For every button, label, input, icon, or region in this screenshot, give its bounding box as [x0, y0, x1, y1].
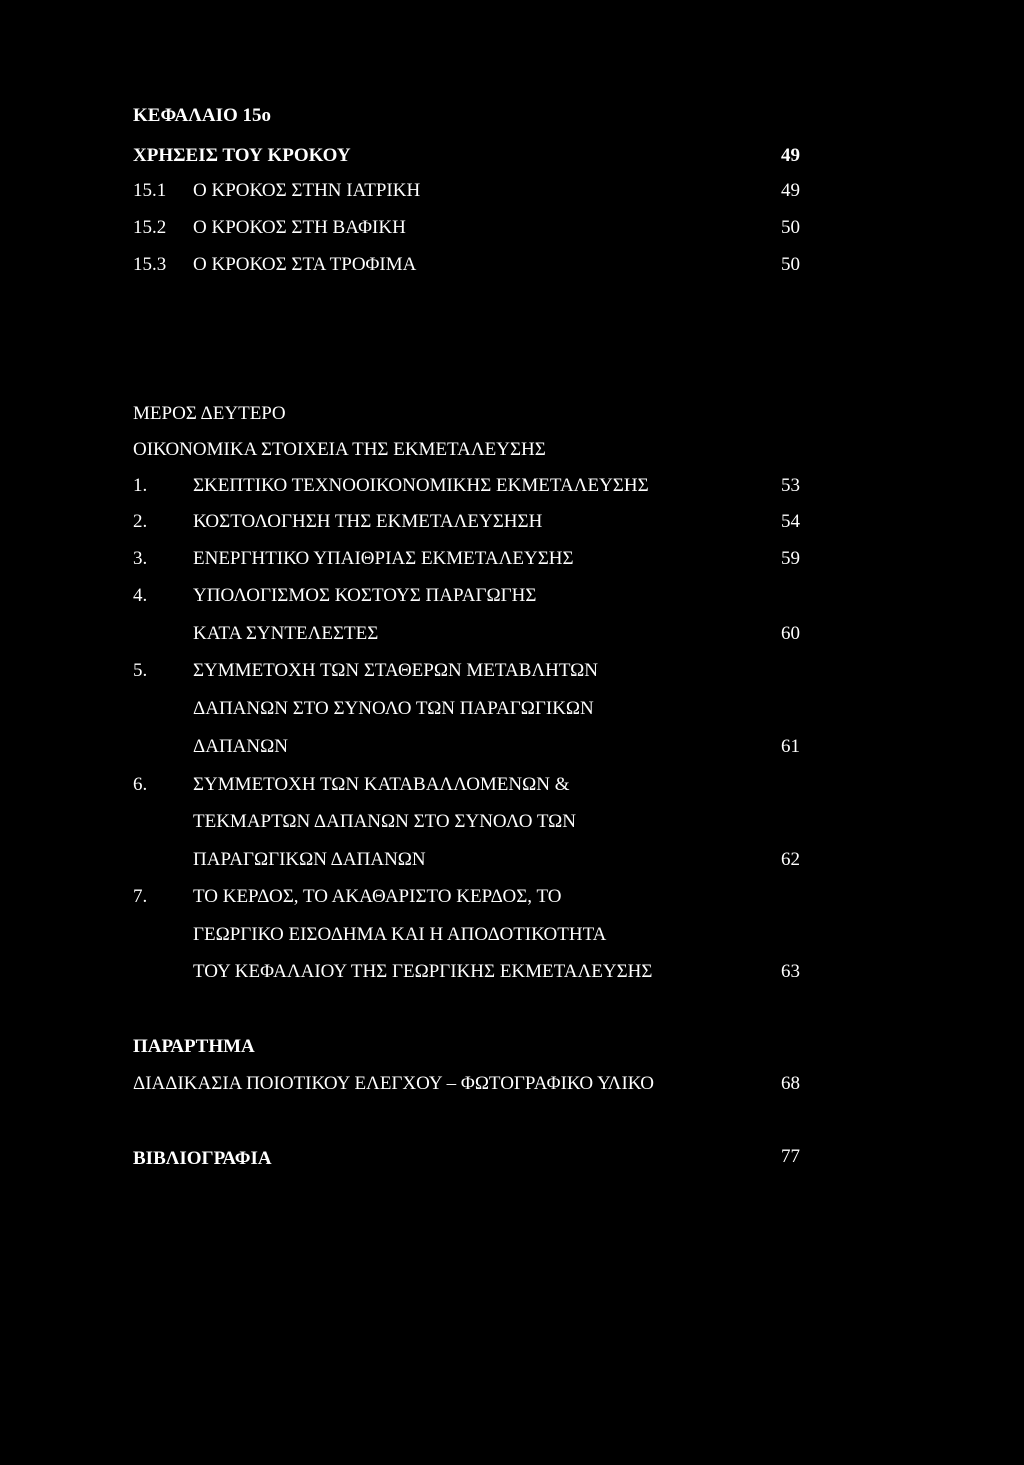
chapter-title-page: 49: [781, 145, 800, 166]
toc-entry-text: ΤΟ ΚΕΡΔΟΣ, ΤΟ ΑΚΑΘΑΡΙΣΤΟ ΚΕΡΔΟΣ, ΤΟ: [193, 886, 562, 907]
toc-entry-text: ΠΑΡΑΓΩΓΙΚΩΝ ΔΑΠΑΝΩΝ: [193, 849, 426, 870]
toc-entry-page: 53: [781, 475, 800, 496]
bibliography-heading: ΒΙΒΛΙΟΓΡΑΦΙΑ: [133, 1148, 272, 1169]
toc-entry-text: ΤΕΚΜΑΡΤΩΝ ΔΑΠΑΝΩΝ ΣΤΟ ΣΥΝΟΛΟ ΤΩΝ: [193, 811, 576, 832]
toc-entry-text: ΚΑΤΑ ΣΥΝΤΕΛΕΣΤΕΣ: [193, 623, 379, 644]
toc-entry-number: 15.2: [133, 217, 167, 238]
toc-entry-text: Ο ΚΡΟΚΟΣ ΣΤΗΝ ΙΑΤΡΙΚΗ: [193, 180, 421, 201]
part-heading: ΜΕΡΟΣ ΔΕΥΤΕΡΟ: [133, 403, 286, 424]
toc-entry-text: ΤΟΥ ΚΕΦΑΛΑΙΟΥ ΤΗΣ ΓΕΩΡΓΙΚΗΣ ΕΚΜΕΤΑΛΕΥΣΗΣ: [193, 961, 653, 982]
appendix-heading: ΠΑΡΑΡΤΗΜΑ: [133, 1036, 255, 1057]
toc-entry-text: Ο ΚΡΟΚΟΣ ΣΤΑ ΤΡΟΦΙΜΑ: [193, 254, 417, 275]
toc-entry-text: ΣΥΜΜΕΤΟΧΗ ΤΩΝ ΚΑΤΑΒΑΛΛΟΜΕΝΩΝ &: [193, 774, 570, 795]
toc-entry-page: 62: [781, 849, 800, 870]
toc-entry-text: ΕΝΕΡΓΗΤΙΚΟ ΥΠΑΙΘΡΙΑΣ ΕΚΜΕΤΑΛΕΥΣΗΣ: [193, 548, 574, 569]
toc-entry-text: ΓΕΩΡΓΙΚΟ ΕΙΣΟΔΗΜΑ ΚΑΙ Η ΑΠΟΔΟΤΙΚΟΤΗΤΑ: [193, 924, 607, 945]
toc-entry-number: 15.3: [133, 254, 167, 275]
toc-entry-page: 50: [781, 217, 800, 238]
toc-entry-text: ΔΑΠΑΝΩΝ ΣΤΟ ΣΥΝΟΛΟ ΤΩΝ ΠΑΡΑΓΩΓΙΚΩΝ: [193, 698, 594, 719]
toc-entry-number: 4.: [133, 585, 148, 606]
toc-entry-text: ΚΟΣΤΟΛΟΓΗΣΗ ΤΗΣ ΕΚΜΕΤΑΛΕΥΣΗΣΗ: [193, 511, 543, 532]
toc-entry-number: 5.: [133, 660, 148, 681]
toc-entry-page: 49: [781, 180, 800, 201]
toc-entry-text: ΣΥΜΜΕΤΟΧΗ ΤΩΝ ΣΤΑΘΕΡΩΝ ΜΕΤΑΒΛΗΤΩΝ: [193, 660, 599, 681]
chapter-title: ΧΡΗΣΕΙΣ ΤΟΥ ΚΡΟΚΟΥ: [133, 145, 351, 166]
toc-entry-page: 77: [781, 1146, 800, 1167]
part-title: ΟΙΚΟΝΟΜΙΚΑ ΣΤΟΙΧΕΙΑ ΤΗΣ ΕΚΜΕΤΑΛΕΥΣΗΣ: [133, 439, 546, 460]
toc-entry-page: 61: [781, 736, 800, 757]
toc-entry-number: 15.1: [133, 180, 167, 201]
toc-entry-page: 60: [781, 623, 800, 644]
toc-entry-text: Ο ΚΡΟΚΟΣ ΣΤΗ ΒΑΦΙΚΗ: [193, 217, 406, 238]
toc-entry-number: 6.: [133, 774, 148, 795]
toc-entry-text: ΣΚΕΠΤΙΚΟ ΤΕΧΝΟΟΙΚΟΝΟΜΙΚΗΣ ΕΚΜΕΤΑΛΕΥΣΗΣ: [193, 475, 649, 496]
toc-entry-text: ΔΙΑΔΙΚΑΣΙΑ ΠΟΙΟΤΙΚΟΥ ΕΛΕΓΧΟΥ – ΦΩΤΟΓΡΑΦΙΚΟ ΥΛΙΚΟ: [133, 1073, 654, 1094]
toc-entry-number: 7.: [133, 886, 148, 907]
toc-entry-number: 1.: [133, 475, 148, 496]
toc-entry-number: 2.: [133, 511, 148, 532]
chapter-heading: ΚΕΦΑΛΑΙΟ 15ο: [133, 105, 272, 126]
toc-entry-page: 59: [781, 548, 800, 569]
toc-entry-text: ΥΠΟΛΟΓΙΣΜΟΣ ΚΟΣΤΟΥΣ ΠΑΡΑΓΩΓΗΣ: [193, 585, 537, 606]
toc-entry-page: 68: [781, 1073, 800, 1094]
toc-entry-page: 54: [781, 511, 800, 532]
toc-entry-page: 50: [781, 254, 800, 275]
toc-entry-number: 3.: [133, 548, 148, 569]
toc-entry-text: ΔΑΠΑΝΩΝ: [193, 736, 288, 757]
toc-entry-page: 63: [781, 961, 800, 982]
